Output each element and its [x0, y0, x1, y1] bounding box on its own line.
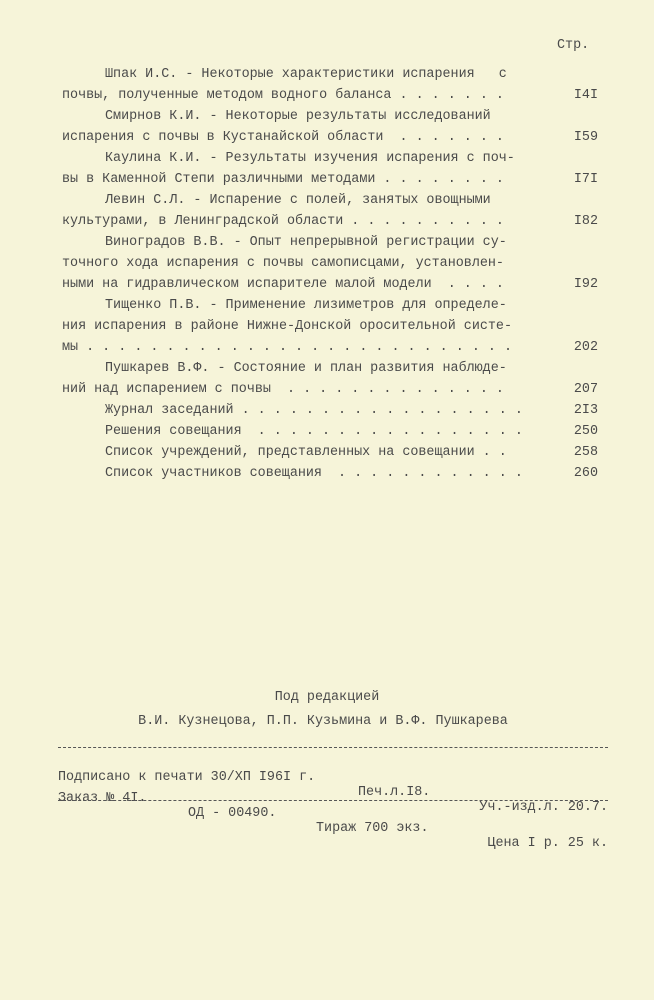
toc-entry-text: Список участников совещания . . . . . . . . . . . .	[105, 466, 523, 481]
toc-entry-text: Журнал заседаний . . . . . . . . . . . . . . . . . .	[105, 403, 523, 418]
toc-entry-text: Смирнов К.И. - Некоторые результаты исследований	[105, 109, 491, 124]
toc-entry-text: ными на гидравлическом испарителе малой модели . . . .	[62, 277, 504, 292]
toc-page-number: 2I3	[573, 403, 598, 418]
toc-entry-text: Каулина К.И. - Результаты изучения испарения с поч-	[105, 151, 515, 166]
toc-line	[62, 421, 598, 442]
toc-line	[62, 85, 598, 106]
divider	[58, 747, 608, 748]
toc-entry-text: Тищенко П.В. - Применение лизиметров для определе-	[105, 298, 507, 313]
toc-page-number: 250	[573, 424, 598, 439]
toc-line	[62, 190, 598, 211]
toc-page-number: 207	[573, 382, 598, 397]
toc-page-number: I59	[573, 130, 598, 145]
price: Цена I р. 25 к.	[487, 836, 608, 851]
toc-line	[62, 211, 598, 232]
code: ОД - 00490.	[188, 806, 277, 821]
toc-line	[62, 337, 598, 358]
toc-page-number: I82	[573, 214, 598, 229]
table-of-contents	[62, 64, 598, 484]
toc-page-number: I7I	[573, 172, 598, 187]
editors-names: В.И. Кузнецова, П.П. Кузьмина и В.Ф. Пушкарева	[138, 714, 508, 729]
publisher-sheets: Уч.-изд.л. 20.7.	[479, 800, 608, 815]
editors-label: Под редакцией	[274, 690, 380, 705]
toc-line	[62, 169, 598, 190]
toc-page-number: I4I	[573, 88, 598, 103]
toc-entry-text: вы в Каменной Степи различными методами . . . . . . . .	[62, 172, 504, 187]
imprint-line-2	[58, 776, 608, 851]
toc-entry-text: почвы, полученные методом водного баланса . . . . . . .	[62, 88, 504, 103]
toc-page-number: 258	[573, 445, 598, 460]
toc-entry-text: точного хода испарения с почвы самописцами, установлен-	[62, 256, 504, 271]
toc-entry-text: культурами, в Ленинградской области . . . . . . . . . .	[62, 214, 504, 229]
toc-entry-text: мы . . . . . . . . . . . . . . . . . . . . . . . . . . .	[62, 340, 512, 355]
order-number: Заказ № 4I.	[58, 791, 147, 806]
toc-page-number: I92	[573, 277, 598, 292]
toc-line	[62, 442, 598, 463]
toc-line	[62, 148, 598, 169]
toc-entry-text: Виноградов В.В. - Опыт непрерывной регистрации су-	[105, 235, 507, 250]
toc-entry-text: Шпак И.С. - Некоторые характеристики испарения с	[105, 67, 507, 82]
toc-page-number: 202	[573, 340, 598, 355]
toc-page-number: 260	[573, 466, 598, 481]
toc-entry-text: Левин С.Л. - Испарение с полей, занятых овощными	[105, 193, 491, 208]
toc-line	[62, 316, 598, 337]
toc-line	[62, 463, 598, 484]
print-sheets: Печ.л.I8.	[358, 785, 431, 800]
toc-line	[62, 358, 598, 379]
print-run: Тираж 700 экз.	[316, 821, 429, 836]
toc-entry-text: Решения совещания . . . . . . . . . . . . . . . . .	[105, 424, 523, 439]
page-column-header: Стр.	[557, 38, 590, 53]
toc-entry-text: Пушкарев В.Ф. - Состояние и план развития наблюде-	[105, 361, 507, 376]
signed-date: Подписано к печати 30/XП I96I г.	[58, 770, 316, 785]
divider	[58, 800, 608, 801]
toc-entry-text: ния испарения в районе Нижне-Донской оросительной систе-	[62, 319, 512, 334]
toc-line	[62, 295, 598, 316]
toc-entry-text: Список учреждений, представленных на совещании . .	[105, 445, 507, 460]
toc-line	[62, 127, 598, 148]
toc-line	[62, 274, 598, 295]
toc-entry-text: ний над испарением с почвы . . . . . . . . . . . . . .	[62, 382, 504, 397]
toc-entry-text: испарения с почвы в Кустанайской области . . . . . . .	[62, 130, 504, 145]
toc-line	[62, 64, 598, 85]
toc-line	[62, 400, 598, 421]
toc-line	[62, 253, 598, 274]
toc-line	[62, 232, 598, 253]
toc-line	[62, 379, 598, 400]
toc-line	[62, 106, 598, 127]
